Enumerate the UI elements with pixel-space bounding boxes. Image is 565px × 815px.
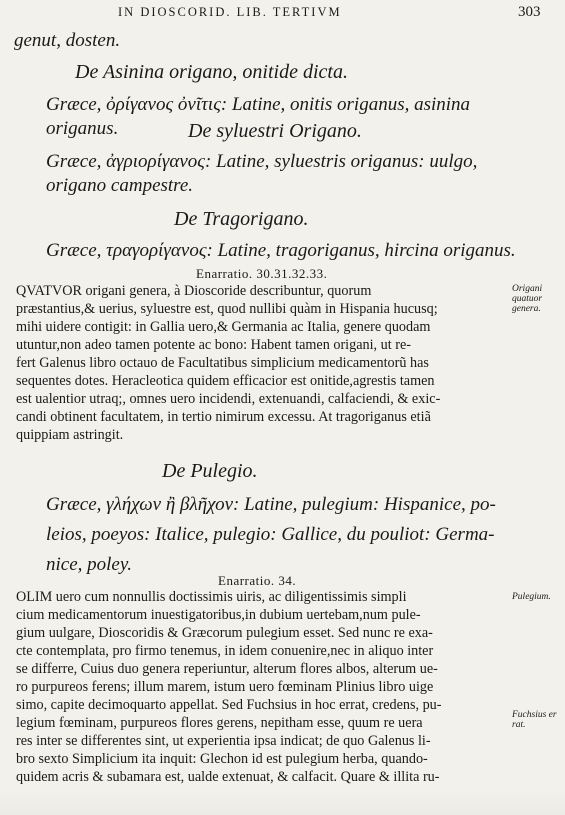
para-line: quidem acris & subamara est, ualde extenuat, & calfacit. Quare & illita ru- [16, 769, 440, 785]
text-line: leios, poeyos: Italice, pulegio: Gallice, du pouliot: Germa- [46, 524, 495, 545]
para-line: QVATVOR origani genera, à Dioscoride describuntur, quorum [16, 283, 372, 299]
para-line: fert Galenus libro octauo de Facultatibus simplicium medicamentorũ has [16, 355, 429, 371]
paragraph-origani [16, 282, 506, 444]
text-line: Græce, ἀγριορίγανος: Latine, syluestris origanus: uulgo, origano campestre. [46, 151, 478, 196]
text-line: Græce, ὀρίγανος ὀνῖτις: Latine, onitis origanus, asinina origanus. [46, 94, 471, 139]
para-line: sequentes dotes. Heracleotica quidem efficacior est onitide,agrestis tamen [16, 373, 435, 389]
page-number: 303 [518, 4, 541, 20]
paragraph-pulegio [16, 588, 506, 786]
text-line: nice, poley. [46, 554, 132, 575]
para-line: præstantius,& uerius, syluestre est, quod nullibi quàm in Hispania hucusq; [16, 301, 438, 317]
para-line: est ualentior utraq;, omnes uero incidendi, extenuandi, calfaciendi, & exic- [16, 391, 441, 407]
para-line: gium uulgare, Dioscoridis & Græcorum pulegium esset. Sed nunc re exa- [16, 625, 433, 641]
para-line: cium medicamentorum inuestigatoribus,in dubium uertebam,num pule- [16, 607, 421, 623]
text-line: genut, dosten. [14, 30, 121, 51]
para-line: bro sexto Simplicium ita inquit: Glechon id est pulegium herba, quando- [16, 751, 428, 767]
enarratio-label: Enarratio. 34. [218, 573, 297, 588]
para-line: legium fœminam, purpureos flores gerens, nepitham esse, quum re uera [16, 715, 423, 731]
para-line: utuntur,non adeo tamen potente ac bono: Habent tamen origani, ut re- [16, 337, 411, 353]
enarratio-label: Enarratio. 30.31.32.33. [196, 266, 328, 281]
para-line: candi obtinent facultatem, in tertio nimirum excessu. At tragoriganus etiã [16, 409, 431, 425]
pulegio-names [46, 490, 521, 580]
section-heading: De Asinina origano, onitide dicta. [75, 61, 348, 83]
section-heading: De Tragorigano. [174, 208, 309, 230]
para-line: cte contemplata, pro firmo tenemus, in idem conuenire,nec in aliquo inter [16, 643, 434, 659]
para-line: res inter se differentes sint, ut experientia ipsa indicat; de quo Galenus li- [16, 733, 431, 749]
para-line: quippiam astringit. [16, 427, 124, 443]
para-line: mihi uidere contigit: in Gallia uero,& Germania ac Italia, genere quodam [16, 319, 431, 335]
para-line: simo, capite decimoquarto appellat. Sed Fuchsius in hoc errat, credens, pu- [16, 697, 442, 713]
para-line: ro purpureos ferens; illum marem, istum uero fœminam Plinius libro uige [16, 679, 434, 695]
section-heading-pulegio: De Pulegio. [162, 460, 258, 482]
para-line: OLIM uero cum nonnullis doctissimis uiris, ac diligentissimis simpli [16, 589, 407, 605]
para-line: se differre, Cuius duo genera reperiuntur, alterum flores albos, alterum ue- [16, 661, 438, 677]
text-line: Græce, τραγορίγανος: Latine, tragoriganus, hircina origanus. [46, 240, 516, 261]
page-bottom-shadow [0, 790, 565, 815]
text-line: Græce, γλήχων ἢ βλῆχον: Latine, pulegium: Hispanice, po- [46, 494, 496, 515]
margin-note-pulegium: Pulegium. [512, 592, 551, 602]
margin-note-origani: Origani quatuor genera. [512, 284, 543, 314]
section-heading: De syluestri Origano. [188, 120, 362, 142]
running-title: IN DIOSCORID. LIB. TERTIVM [118, 5, 342, 19]
margin-note-fuchsius: Fuchsius er rat. [512, 710, 557, 730]
